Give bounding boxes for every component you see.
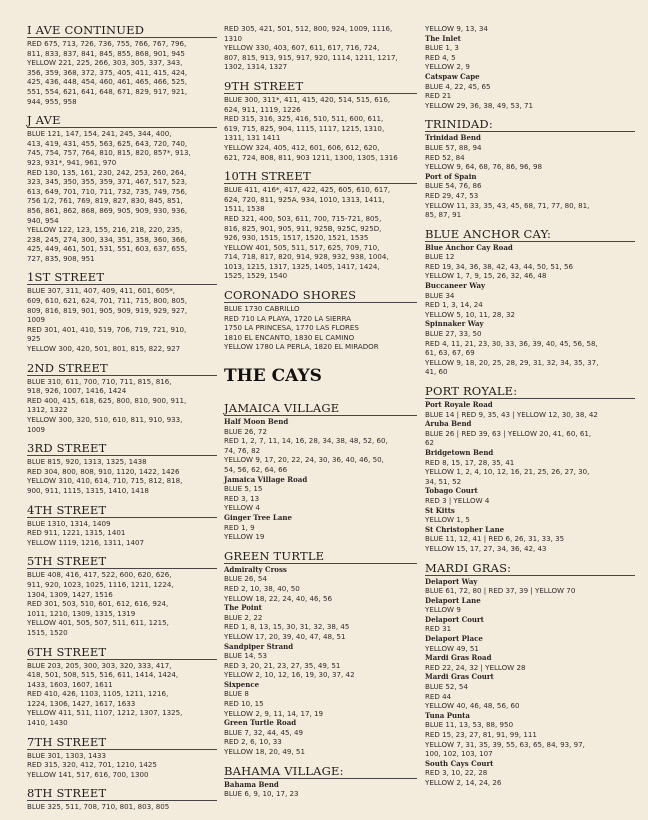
road-name: Port of Spain xyxy=(425,171,477,181)
road-name: Bridgetown Bend xyxy=(425,447,494,457)
address-line: YELLOW 401, 505, 511, 517, 625, 709, 710, xyxy=(224,242,380,252)
street-heading: CORONADO SHORES xyxy=(224,289,417,303)
street-heading: 10TH STREET xyxy=(224,170,417,184)
address-line: 74, 76, 82 xyxy=(224,445,261,455)
address-line: YELLOW 1119, 1216, 1311, 1407 xyxy=(27,537,145,547)
road-name: Delaport Place xyxy=(425,634,483,644)
address-line: BLUE 11, 12, 41 | RED 6, 26, 31, 33, 35 xyxy=(425,534,565,544)
road-name: Mardi Gras Road xyxy=(425,653,492,663)
address-line: BLUE 4, 22, 45, 65 xyxy=(425,81,491,91)
address-line: BLUE 815, 920, 1313, 1325, 1438 xyxy=(27,457,147,467)
address-line: RED 675, 713, 726, 736, 755, 766, 767, 796, xyxy=(27,39,187,48)
road-name: The Point xyxy=(224,603,262,613)
road-name: Spinnaker Way xyxy=(425,319,484,329)
street-heading: 4TH STREET xyxy=(27,504,217,518)
section-green-turtle xyxy=(224,550,417,765)
address-line: RED 2, 6, 10, 33 xyxy=(224,737,282,747)
address-line: 727, 835, 908, 951 xyxy=(27,253,95,263)
road-name: Mardi Gras Court xyxy=(425,672,494,682)
address-line: RED 1, 9 xyxy=(224,522,255,532)
address-line: YELLOW 11, 33, 35, 43, 45, 68, 71, 77, 80, 81, xyxy=(425,200,590,210)
section-3rd-street xyxy=(27,442,217,503)
address-line: 926, 930, 1515, 1517, 1520, 1521, 1535 xyxy=(224,233,369,243)
address-line: RED 4, 5 xyxy=(425,52,456,62)
address-line: RED 31 xyxy=(425,624,452,634)
street-heading: I AVE CONTINUED xyxy=(27,24,217,38)
section-4th-street xyxy=(27,504,217,556)
address-line: 925 xyxy=(27,334,41,344)
road-name: St Kitts xyxy=(425,505,455,515)
address-line: BLUE 411, 416*, 417, 422, 425, 605, 610, 617, xyxy=(224,185,391,195)
address-line: YELLOW 1, 2, 4, 10, 12, 16, 21, 25, 26, 27, 30, xyxy=(425,467,590,477)
address-line: 900, 911, 1115, 1315, 1410, 1418 xyxy=(27,485,149,495)
address-line: 1410, 1430 xyxy=(27,718,68,728)
address-line: YELLOW 2, 9 xyxy=(425,62,470,72)
section-heading: THE CAYS xyxy=(224,366,322,387)
address-line: 1310 xyxy=(224,33,243,43)
address-line: RED 44 xyxy=(425,691,452,701)
road-name: Half Moon Bend xyxy=(224,417,289,427)
address-line: RED 301, 401, 410, 519, 706, 719, 721, 910, xyxy=(27,324,187,334)
address-line: YELLOW 18, 20, 49, 51 xyxy=(224,747,305,757)
column-2 xyxy=(224,24,417,807)
address-line: 745, 754, 757, 764, 810, 815, 820, 857*, 913, xyxy=(27,148,191,158)
address-line: 356, 359, 368, 372, 375, 405, 411, 415, 424, xyxy=(27,67,188,77)
street-heading: 6TH STREET xyxy=(27,646,217,660)
address-line: BLUE 5, 15 xyxy=(224,484,263,494)
address-line: 621, 724, 808, 811, 903 1211, 1300, 1305, 1316 xyxy=(224,152,398,162)
address-line: 1302, 1314, 1327 xyxy=(224,62,288,72)
address-line: BLUE 301, 1303, 1433 xyxy=(27,750,107,760)
section-9th-street xyxy=(224,80,417,170)
road-name: The Inlet xyxy=(425,33,461,43)
address-line: BLUE 2, 22 xyxy=(224,612,263,622)
section-mardi-gras xyxy=(425,562,635,796)
address-line: YELLOW 221, 225, 266, 303, 305, 337, 343, xyxy=(27,58,183,68)
address-line: BLUE 1730 CABRILLO xyxy=(224,304,300,314)
address-line: 323, 345, 350, 355, 359, 371, 467, 517, 523, xyxy=(27,177,188,187)
address-line: BLUE 408, 416, 417, 522, 600, 620, 626, xyxy=(27,570,172,580)
road-name: Buccaneer Way xyxy=(425,281,486,291)
address-line: RED 10, 15 xyxy=(224,699,264,709)
section-10th-street xyxy=(224,170,417,289)
address-line: BLUE 12 xyxy=(425,252,455,262)
address-line: 918, 926, 1007, 1416, 1424 xyxy=(27,386,127,396)
address-line: 1515, 1520 xyxy=(27,627,68,637)
road-name: Tobago Court xyxy=(425,486,478,496)
address-line: 856, 861, 862, 868, 869, 905, 909, 930, 936, xyxy=(27,205,188,215)
section-trinidad xyxy=(425,118,635,227)
column-3 xyxy=(425,24,635,796)
address-line: YELLOW 401, 505, 507, 511, 611, 1215, xyxy=(27,618,169,628)
address-line: YELLOW 7, 31, 35, 39, 55, 63, 65, 84, 93, 97, xyxy=(425,739,585,749)
address-line: 1011, 1210, 1309, 1315, 1319 xyxy=(27,608,136,618)
road-name: Port Royale Road xyxy=(425,400,493,409)
address-line: YELLOW 9, 17, 20, 22, 24, 30, 36, 40, 46, 50, xyxy=(224,455,384,465)
address-line: 816, 825, 901, 905, 911, 925B, 925C, 925D, xyxy=(224,223,382,233)
address-line: BLUE 11, 13, 53, 88, 950 xyxy=(425,720,514,730)
address-line: 940, 954 xyxy=(27,215,59,225)
address-line: YELLOW 4 xyxy=(224,503,260,513)
road-name: Delaport Lane xyxy=(425,595,481,605)
address-line: 62 xyxy=(425,438,435,448)
address-line: YELLOW 1, 5 xyxy=(425,515,470,525)
section-coronado-shores xyxy=(224,289,417,360)
road-name: Tuna Punta xyxy=(425,710,470,720)
address-line: BLUE 14 | RED 9, 35, 43 | YELLOW 12, 30, 38, 42 xyxy=(425,409,598,419)
address-line: 1009 xyxy=(27,424,46,434)
address-line: YELLOW 9 xyxy=(425,605,461,615)
section-blue-anchor-cay xyxy=(425,228,635,385)
address-line: BLUE 27, 33, 50 xyxy=(425,329,482,339)
street-heading: BLUE ANCHOR CAY: xyxy=(425,228,635,242)
address-line: 1013, 1215, 1317, 1325, 1405, 1417, 1424, xyxy=(224,261,380,271)
road-name: Green Turtle Road xyxy=(224,718,297,728)
address-line: BLUE 61, 72, 80 | RED 37, 39 | YELLOW 70 xyxy=(425,586,576,596)
address-line: BLUE 34 xyxy=(425,290,455,300)
road-name: Trinidad Bend xyxy=(425,133,481,143)
address-line: RED 3 | YELLOW 4 xyxy=(425,495,490,505)
address-line: BLUE 26, 72 xyxy=(224,426,267,436)
address-line: 1304, 1309, 1427, 1516 xyxy=(27,589,113,599)
section-7th-street xyxy=(27,736,217,788)
address-line: BLUE 26, 54 xyxy=(224,574,267,584)
address-line: RED 130, 135, 161, 230, 242, 253, 260, 264, xyxy=(27,167,187,177)
road-name: Blue Anchor Cay Road xyxy=(425,242,513,252)
address-line: RED 410, 426, 1103, 1105, 1211, 1216, xyxy=(27,689,169,699)
section-5th-street xyxy=(27,555,217,645)
road-name: Ginger Tree Lane xyxy=(224,512,292,522)
address-line: YELLOW 9, 64, 68, 76, 86, 96, 98 xyxy=(425,162,543,172)
street-heading: 3RD STREET xyxy=(27,442,217,456)
address-line: RED 3, 13 xyxy=(224,493,260,503)
address-line: YELLOW 9, 18, 20, 25, 28, 29, 31, 32, 34, 35, 37, xyxy=(425,357,599,367)
road-name: St Christopher Lane xyxy=(425,524,505,534)
address-line: BLUE 52, 54 xyxy=(425,682,468,692)
address-line: RED 321, 400, 503, 611, 700, 715-721, 805, xyxy=(224,213,382,223)
address-line: 425, 449, 461, 501, 531, 551, 603, 637, 655, xyxy=(27,244,188,254)
address-line: BLUE 57, 88, 94 xyxy=(425,142,482,152)
address-line: BLUE 7, 32, 44, 45, 49 xyxy=(224,727,304,737)
address-line: RED 315, 320, 412, 701, 1210, 1425 xyxy=(27,760,157,770)
address-line: BLUE 54, 76, 86 xyxy=(425,181,482,191)
address-line: BLUE 8 xyxy=(224,689,249,699)
address-line: YELLOW 5, 10, 11, 28, 32 xyxy=(425,309,515,319)
address-line: RED 15, 23, 27, 81, 91, 99, 111 xyxy=(425,730,537,739)
address-line: YELLOW 330, 403, 607, 611, 617, 716, 724, xyxy=(224,43,380,53)
street-heading: BAHAMA VILLAGE: xyxy=(224,765,417,779)
address-line: RED 710 LA PLAYA, 1720 LA SIERRA xyxy=(224,313,352,323)
address-line: RED 3, 20, 21, 23, 27, 35, 49, 51 xyxy=(224,660,341,670)
address-line: YELLOW 141, 517, 616, 700, 1300 xyxy=(27,769,149,779)
address-line: YELLOW 324, 405, 412, 601, 606, 612, 620, xyxy=(224,142,380,152)
address-line: YELLOW 300, 420, 501, 801, 815, 822, 927 xyxy=(27,344,181,354)
address-line: 418, 501, 508, 515, 516, 611, 1414, 1424, xyxy=(27,670,179,680)
address-line: BLUE 1, 3 xyxy=(425,43,459,53)
road-name: South Cays Court xyxy=(425,758,494,768)
address-line: 54, 56, 62, 64, 66 xyxy=(224,465,288,474)
address-line: BLUE 26 | RED 39, 63 | YELLOW 20, 41, 60, 61, xyxy=(425,428,592,438)
address-line: RED 4, 11, 21, 23, 30, 33, 36, 39, 40, 45, 56, 58, xyxy=(425,338,598,348)
street-heading: 2ND STREET xyxy=(27,362,217,376)
address-line: 100, 102, 103, 107 xyxy=(425,749,493,759)
address-line: YELLOW 2, 9, 11, 14, 17, 19 xyxy=(224,708,324,718)
address-line: BLUE 310, 611, 700, 710, 711, 815, 816, xyxy=(27,376,172,386)
road-name: Delaport Way xyxy=(425,576,478,586)
section-continued xyxy=(224,24,417,80)
street-heading: 5TH STREET xyxy=(27,555,217,569)
address-line: YELLOW 18, 22, 24, 40, 46, 56 xyxy=(224,593,333,603)
address-line: 811, 833, 837, 841, 845, 855, 868, 901, 945 xyxy=(27,48,185,58)
address-line: BLUE 300, 311*, 411, 415, 420, 514, 515, 616, xyxy=(224,94,391,104)
address-line: RED 305, 421, 501, 512, 800, 924, 1009, 1116, xyxy=(224,24,393,33)
road-name: Aruba Bend xyxy=(425,419,472,429)
address-line: RED 19, 34, 36, 38, 42, 43, 44, 50, 51, 56 xyxy=(425,261,573,271)
address-line: RED 2, 10, 38, 40, 50 xyxy=(224,583,300,593)
address-line: RED 400, 415, 618, 625, 800, 810, 900, 911, xyxy=(27,395,187,405)
street-heading: 8TH STREET xyxy=(27,787,217,801)
address-line: 1224, 1306, 1427, 1617, 1633 xyxy=(27,698,136,708)
road-name: Admiralty Cross xyxy=(224,564,287,574)
address-line: BLUE 121, 147, 154, 241, 245, 344, 400, xyxy=(27,129,172,139)
address-line: RED 21 xyxy=(425,91,452,101)
address-line: RED 22, 24, 32 | YELLOW 28 xyxy=(425,662,526,672)
section-i-ave-continued xyxy=(27,24,217,114)
address-line: 944, 955, 958 xyxy=(27,96,77,106)
address-line: YELLOW 122, 123, 155, 216, 218, 220, 235, xyxy=(27,225,183,235)
address-line: 624, 720, 811, 925A, 934, 1010, 1313, 1411, xyxy=(224,194,385,204)
address-line: 756 1/2, 761, 769, 819, 827, 830, 845, 851, xyxy=(27,196,183,206)
street-heading: 9TH STREET xyxy=(224,80,417,94)
address-line: 911, 920, 1023, 1025, 1116, 1211, 1224, xyxy=(27,579,174,589)
address-line: 1511, 1538 xyxy=(224,204,265,214)
address-line: RED 301, 503, 510, 601, 612, 616, 924, xyxy=(27,599,169,609)
address-line: BLUE 6, 9, 10, 17, 23 xyxy=(224,789,299,799)
address-line: 609, 610, 621, 624, 701, 711, 715, 800, 805, xyxy=(27,296,188,306)
address-line: BLUE 1310, 1314, 1409 xyxy=(27,518,111,528)
address-line: BLUE 203, 205, 300, 303, 320, 333, 417, xyxy=(27,660,172,670)
address-line: 1433, 1603, 1607, 1611 xyxy=(27,679,113,689)
address-line: RED 1, 2, 7, 11, 14, 16, 28, 34, 38, 48, 52, 60, xyxy=(224,436,388,446)
section-6th-street xyxy=(27,646,217,736)
address-line: YELLOW 40, 46, 48, 56, 60 xyxy=(425,701,520,711)
street-heading: GREEN TURTLE xyxy=(224,550,417,564)
address-line: YELLOW 9, 13, 34 xyxy=(425,24,488,33)
address-line: YELLOW 17, 20, 39, 40, 47, 48, 51 xyxy=(224,631,346,641)
address-line: RED 1, 3, 14, 24 xyxy=(425,300,483,310)
road-name: Catspaw Cape xyxy=(425,71,480,81)
address-line: YELLOW 1, 7, 9, 15, 26, 32, 46, 48 xyxy=(425,271,547,281)
address-line: 238, 245, 274, 300, 334, 351, 358, 360, 366, xyxy=(27,234,188,244)
section-continued xyxy=(425,24,635,118)
address-line: 425, 436, 448, 454, 460, 461, 465, 466, 525, xyxy=(27,77,188,87)
street-heading: PORT ROYALE: xyxy=(425,385,635,399)
address-line: RED 1, 8, 13, 15, 30, 31, 32, 38, 45 xyxy=(224,622,350,632)
section-1st-street xyxy=(27,271,217,361)
address-line: 551, 554, 621, 641, 648, 671, 829, 917, 921, xyxy=(27,86,188,96)
address-line: 1525, 1529, 1540 xyxy=(224,271,288,281)
address-line: YELLOW 19 xyxy=(224,532,265,542)
street-heading: 1ST STREET xyxy=(27,271,217,285)
address-line: YELLOW 15, 17, 27, 34, 36, 42, 43 xyxy=(425,543,547,553)
street-heading: TRINIDAD: xyxy=(425,118,635,132)
road-name: Delaport Court xyxy=(425,614,484,624)
address-line: 809, 816, 819, 901, 905, 909, 919, 929, 927, xyxy=(27,305,188,315)
address-line: 41, 60 xyxy=(425,367,448,377)
column-1 xyxy=(27,24,217,820)
address-line: YELLOW 29, 36, 38, 49, 53, 71 xyxy=(425,100,534,110)
address-line: 1311, 131 1411 xyxy=(224,133,281,143)
address-line: RED 304, 800, 808, 910, 1120, 1422, 1426 xyxy=(27,466,180,476)
street-heading: 7TH STREET xyxy=(27,736,217,750)
address-line: 61, 63, 67, 69 xyxy=(425,348,475,358)
address-line: YELLOW 2, 14, 24, 26 xyxy=(425,777,502,787)
address-line: 1750 LA PRINCESA, 1770 LAS FLORES xyxy=(224,323,359,333)
road-name: Jamaica Village Road xyxy=(224,474,308,484)
address-line: BLUE 307, 311, 407, 409, 411, 601, 605*, xyxy=(27,286,176,296)
address-line: YELLOW 310, 410, 614, 710, 715, 812, 818, xyxy=(27,476,183,486)
address-line: 34, 51, 52 xyxy=(425,476,462,486)
address-line: 807, 815, 913, 915, 917, 920, 1114, 1211, 1217, xyxy=(224,52,398,62)
section-port-royale xyxy=(425,385,635,562)
address-line: 613, 649, 701, 710, 711, 732, 735, 749, 756, xyxy=(27,186,188,196)
street-heading: MARDI GRAS: xyxy=(425,562,635,576)
section-bahama-village xyxy=(224,765,417,807)
section-the-cays xyxy=(224,366,417,402)
street-heading: JAMAICA VILLAGE xyxy=(224,402,417,416)
address-line: BLUE 14, 53 xyxy=(224,651,267,661)
address-line: YELLOW 49, 51 xyxy=(425,643,479,653)
road-name: Sixpence xyxy=(224,679,260,689)
address-line: 619, 715, 825, 904, 1115, 1117, 1215, 1310, xyxy=(224,123,385,133)
address-line: 413, 419, 431, 455, 563, 625, 643, 720, 740, xyxy=(27,138,188,148)
address-line: 923, 931*, 941, 961, 970 xyxy=(27,157,117,167)
address-line: RED 29, 47, 53 xyxy=(425,190,479,200)
address-line: 1312, 1322 xyxy=(27,405,68,415)
address-line: RED 3, 10, 22, 28 xyxy=(425,768,488,778)
section-jamaica-village xyxy=(224,402,417,550)
address-line: RED 8, 15, 17, 28, 35, 41 xyxy=(425,457,515,467)
address-line: 624, 911, 1119, 1226 xyxy=(224,104,301,114)
address-line: RED 315, 316, 325, 416, 510, 511, 600, 611, xyxy=(224,114,384,124)
address-line: BLUE 325, 511, 708, 710, 801, 803, 805 xyxy=(27,802,170,812)
address-line: 714, 718, 817, 820, 914, 928, 932, 938, 1004, xyxy=(224,252,389,262)
address-line: YELLOW 2, 10, 12, 16, 19, 30, 37, 42 xyxy=(224,670,355,680)
address-line: 1009 xyxy=(27,315,46,325)
road-name: Bahama Bend xyxy=(224,779,279,789)
street-heading: J AVE xyxy=(27,114,217,128)
address-line: YELLOW 300, 320, 510, 610, 811, 910, 933, xyxy=(27,415,183,424)
address-line: RED 911, 1221, 1315, 1401 xyxy=(27,528,126,538)
road-name: Sandpiper Strand xyxy=(224,641,294,651)
address-line: 85, 87, 91 xyxy=(425,210,462,220)
section-2nd-street xyxy=(27,362,217,443)
section-8th-street xyxy=(27,787,217,820)
address-line: YELLOW 411, 511, 1107, 1212, 1307, 1325, xyxy=(27,708,183,718)
address-line: RED 52, 84 xyxy=(425,152,465,162)
address-line: YELLOW 1780 LA PERLA, 1820 EL MIRADOR xyxy=(224,342,379,352)
address-line: 1810 EL ENCANTO, 1830 EL CAMINO xyxy=(224,332,355,342)
section-j-ave xyxy=(27,114,217,271)
